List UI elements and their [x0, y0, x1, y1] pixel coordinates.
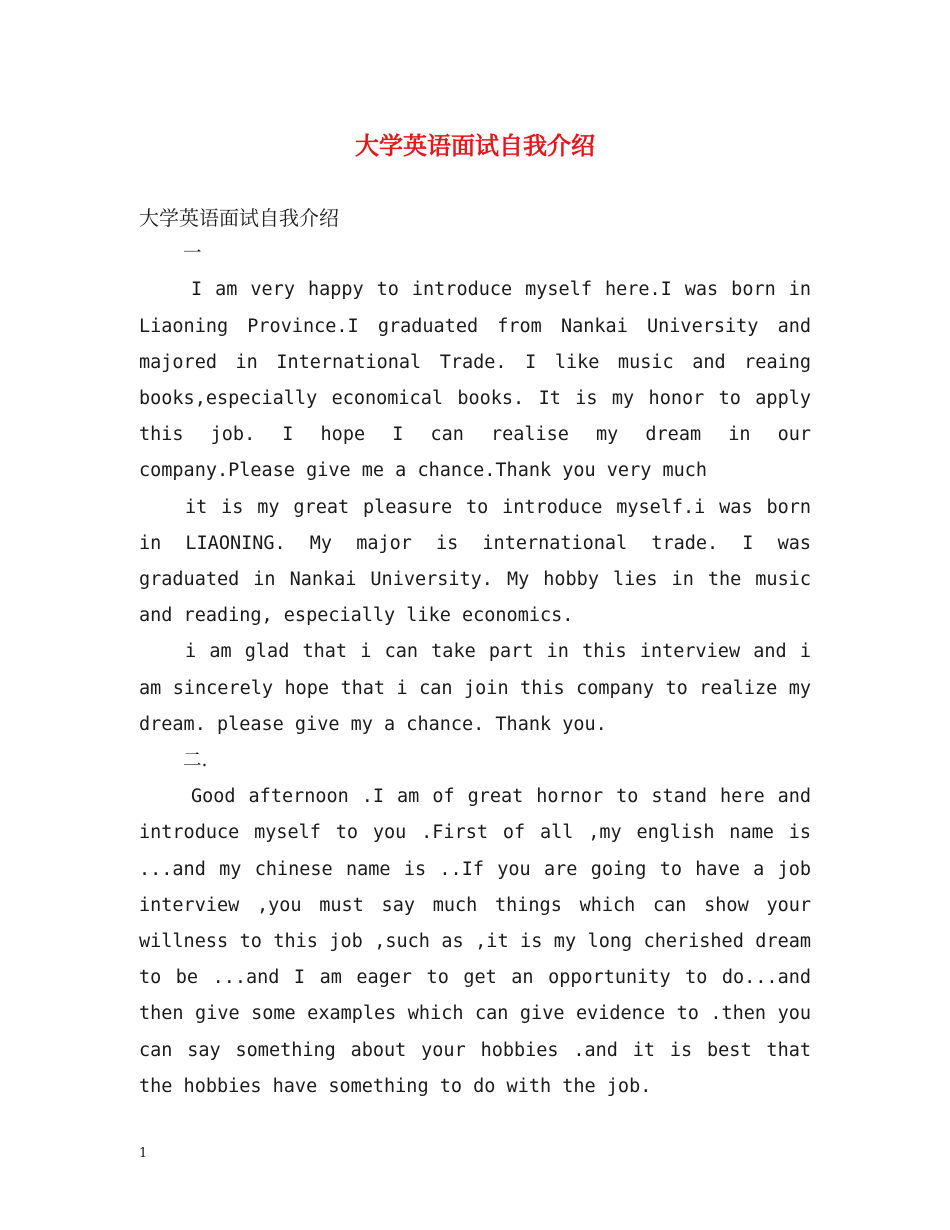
- page-number: 1: [139, 1146, 148, 1161]
- document-body: [139, 200, 811, 1105]
- document-subtitle: 大学英语面试自我介绍: [139, 206, 339, 230]
- paragraph: I am very happy to introduce myself here.I was born in Liaoning Province.I graduated from Nankai University and majored in International Trade. I like music and reaing books,especially economical books. It is my honor to apply this job. I hope I can realise my dream in our company.Please give me a chance.Thank you very much: [139, 279, 811, 482]
- paragraph: Good afternoon .I am of great hornor to stand here and introduce myself to you .First of all ,my english name is ...and my chinese name is ..If you are going to have a job interview ,you must say much things which can show your willness to this job ,such as ,it is my long cherished dream to be ...and I am eager to get an opportunity to do...and then give some examples which can give evidence to .then you can say something about your hobbies .and it is best that the hobbies have something to do with the job.: [139, 786, 811, 1097]
- paragraph: it is my great pleasure to introduce myself.i was born in LIAONING. My major is international trade. I was graduated in Nankai University. My hobby lies in the music and reading, especially like economics.: [139, 496, 811, 627]
- paragraph: i am glad that i can take part in this interview and i am sincerely hope that i can join this company to realize my dream. please give my a chance. Thank you.: [139, 641, 811, 735]
- document-title: 大学英语面试自我介绍: [355, 131, 595, 160]
- section-marker-1: 一: [183, 243, 202, 265]
- section-marker-2: 二.: [183, 750, 208, 772]
